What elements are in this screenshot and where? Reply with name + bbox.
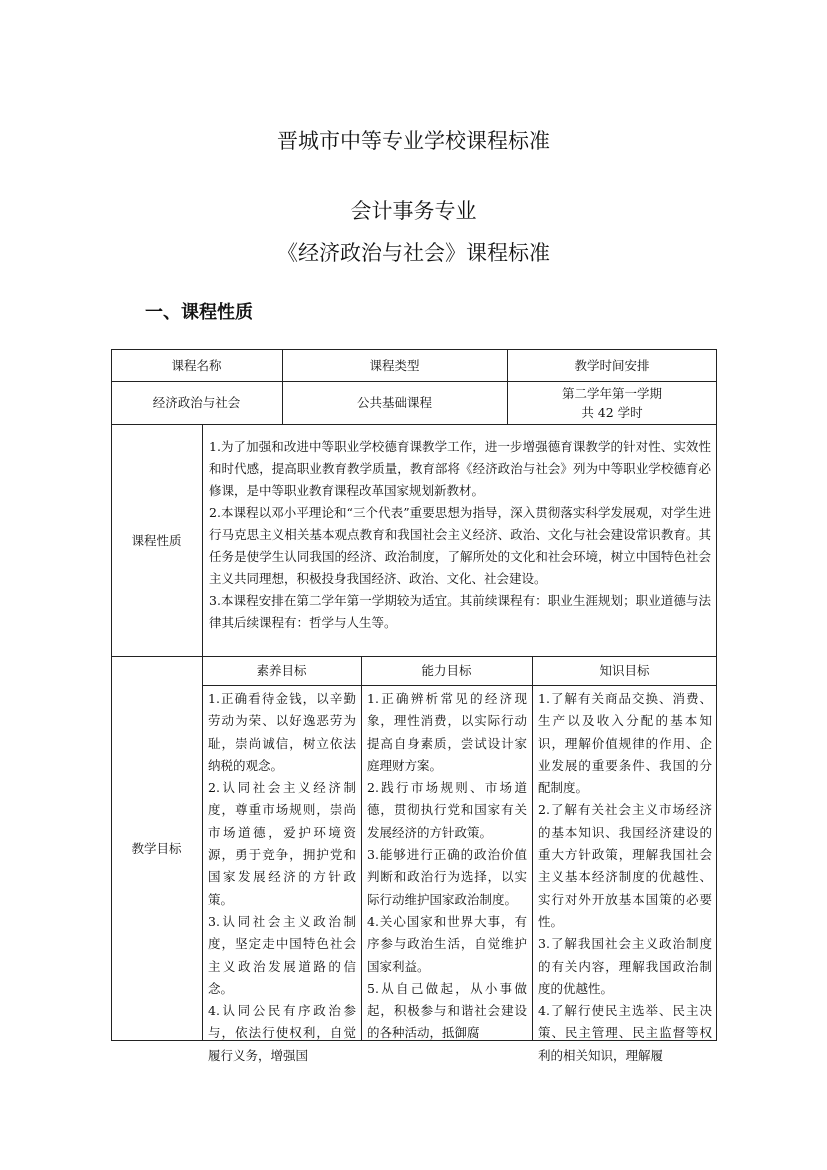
schedule-term: 第二学年第一学期 <box>561 385 662 401</box>
ability-goal: 5.从自己做起，从小事做起，积极参与和谐社会建设的各种活动，抵御腐 <box>367 980 527 1041</box>
ability-goals-list <box>367 688 527 1040</box>
cell-course-name: 经济政治与社会 <box>152 395 241 410</box>
table-divider <box>532 656 533 1041</box>
ability-goal: 3.能够进行正确的政治价值判断和政治行为选择，以实际行动维护国家政治制度。 <box>367 847 527 907</box>
nature-paragraph: 3.本课程安排在第二学年第一学期较为适宜。其前续课程有：职业生涯规划；职业道德与法律其后续课程有：哲学与人生等。 <box>209 593 711 630</box>
header-schedule: 教学时间安排 <box>574 357 650 373</box>
major-title: 会计事务专业 <box>350 199 477 223</box>
literacy-goal: 4.认同公民有序政治参与，依法行使权利，自觉履行义务，增强国 <box>208 1003 356 1063</box>
section-heading-course-nature: 一、课程性质 <box>145 302 253 323</box>
label-course-nature: 课程性质 <box>131 532 182 548</box>
schedule-hours: 共 42 学时 <box>581 404 643 420</box>
literacy-goal: 1.正确看待金钱，以辛勤劳动为荣、以好逸恶劳为耻，崇尚诚信，树立依法纳税的观念。 <box>208 691 356 773</box>
header-ability-goals: 能力目标 <box>421 663 472 678</box>
course-title: 《经济政治与社会》课程标准 <box>277 241 550 265</box>
knowledge-goal: 2.了解有关社会主义市场经济的基本知识、我国经济建设的重大方针政策，理解我国社会主义基本经济制度的优越性、实行对外开放基本国策的必要性。 <box>538 802 712 929</box>
cell-schedule <box>507 381 717 424</box>
knowledge-goal: 4.了解行使民主选举、民主决策、民主管理、民主监督等权利的相关知识，理解履 <box>538 1003 712 1063</box>
table-divider <box>202 424 203 1041</box>
table-divider <box>202 685 717 686</box>
literacy-goal: 2.认同社会主义经济制度，尊重市场规则，崇尚市场道德，爱护环境资源，勇于竞争，拥护党和国家发展经济的方针政策。 <box>208 780 356 907</box>
header-knowledge-goals: 知识目标 <box>599 663 650 678</box>
ability-goal: 2.践行市场规则、市场道德，贯彻执行党和国家有关发展经济的方针政策。 <box>367 780 527 840</box>
literacy-goals-list <box>208 688 356 1063</box>
document-title: 晋城市中等专业学校课程标准 <box>277 129 550 153</box>
knowledge-goals-list <box>538 688 712 1063</box>
cell-course-type: 公共基础课程 <box>356 395 432 410</box>
header-literacy-goals: 素养目标 <box>256 663 307 678</box>
nature-paragraph: 2.本课程以邓小平理论和“三个代表”重要思想为指导，深入贯彻落实科学发展观，对学生进行马克思主义相关基本观点教育和我国社会主义经济、政治、文化与社会建设常识教育。其任务是使学生认同我国的经济、政治制度，了解所处的文化和社会环境，树立中国特色社会主义共同理想，积极投身我国经济、政治、文化、社会建设。 <box>209 505 711 586</box>
course-nature-text <box>209 436 711 634</box>
header-course-type: 课程类型 <box>369 357 420 373</box>
nature-paragraph: 1.为了加强和改进中等职业学校德育课教学工作，进一步增强德育课教学的针对性、实效性和时代感，提高职业教育教学质量，教育部将《经济政治与社会》列为中等职业学校德育必修课，是中等职业教育课程改革国家规划新教材。 <box>209 439 711 498</box>
label-teaching-goals: 教学目标 <box>131 841 182 856</box>
ability-goal: 1.正确辨析常见的经济现象，理性消费，以实际行动提高自身素质，尝试设计家庭理财方案。 <box>367 691 527 773</box>
ability-goal: 4.关心国家和世界大事，有序参与政治生活，自觉维护国家利益。 <box>367 913 527 974</box>
knowledge-goal: 1.了解有关商品交换、消费、生产以及收入分配的基本知识，理解价值规律的作用、企业发展的重要条件、我国的分配制度。 <box>538 691 712 796</box>
knowledge-goal: 3.了解我国社会主义政治制度的有关内容，理解我国政治制度的优越性。 <box>538 936 712 996</box>
literacy-goal: 3.认同社会主义政治制度，坚定走中国特色社会主义政治发展道路的信念。 <box>208 913 356 996</box>
table-divider <box>361 656 362 1041</box>
header-course-name: 课程名称 <box>171 357 222 373</box>
